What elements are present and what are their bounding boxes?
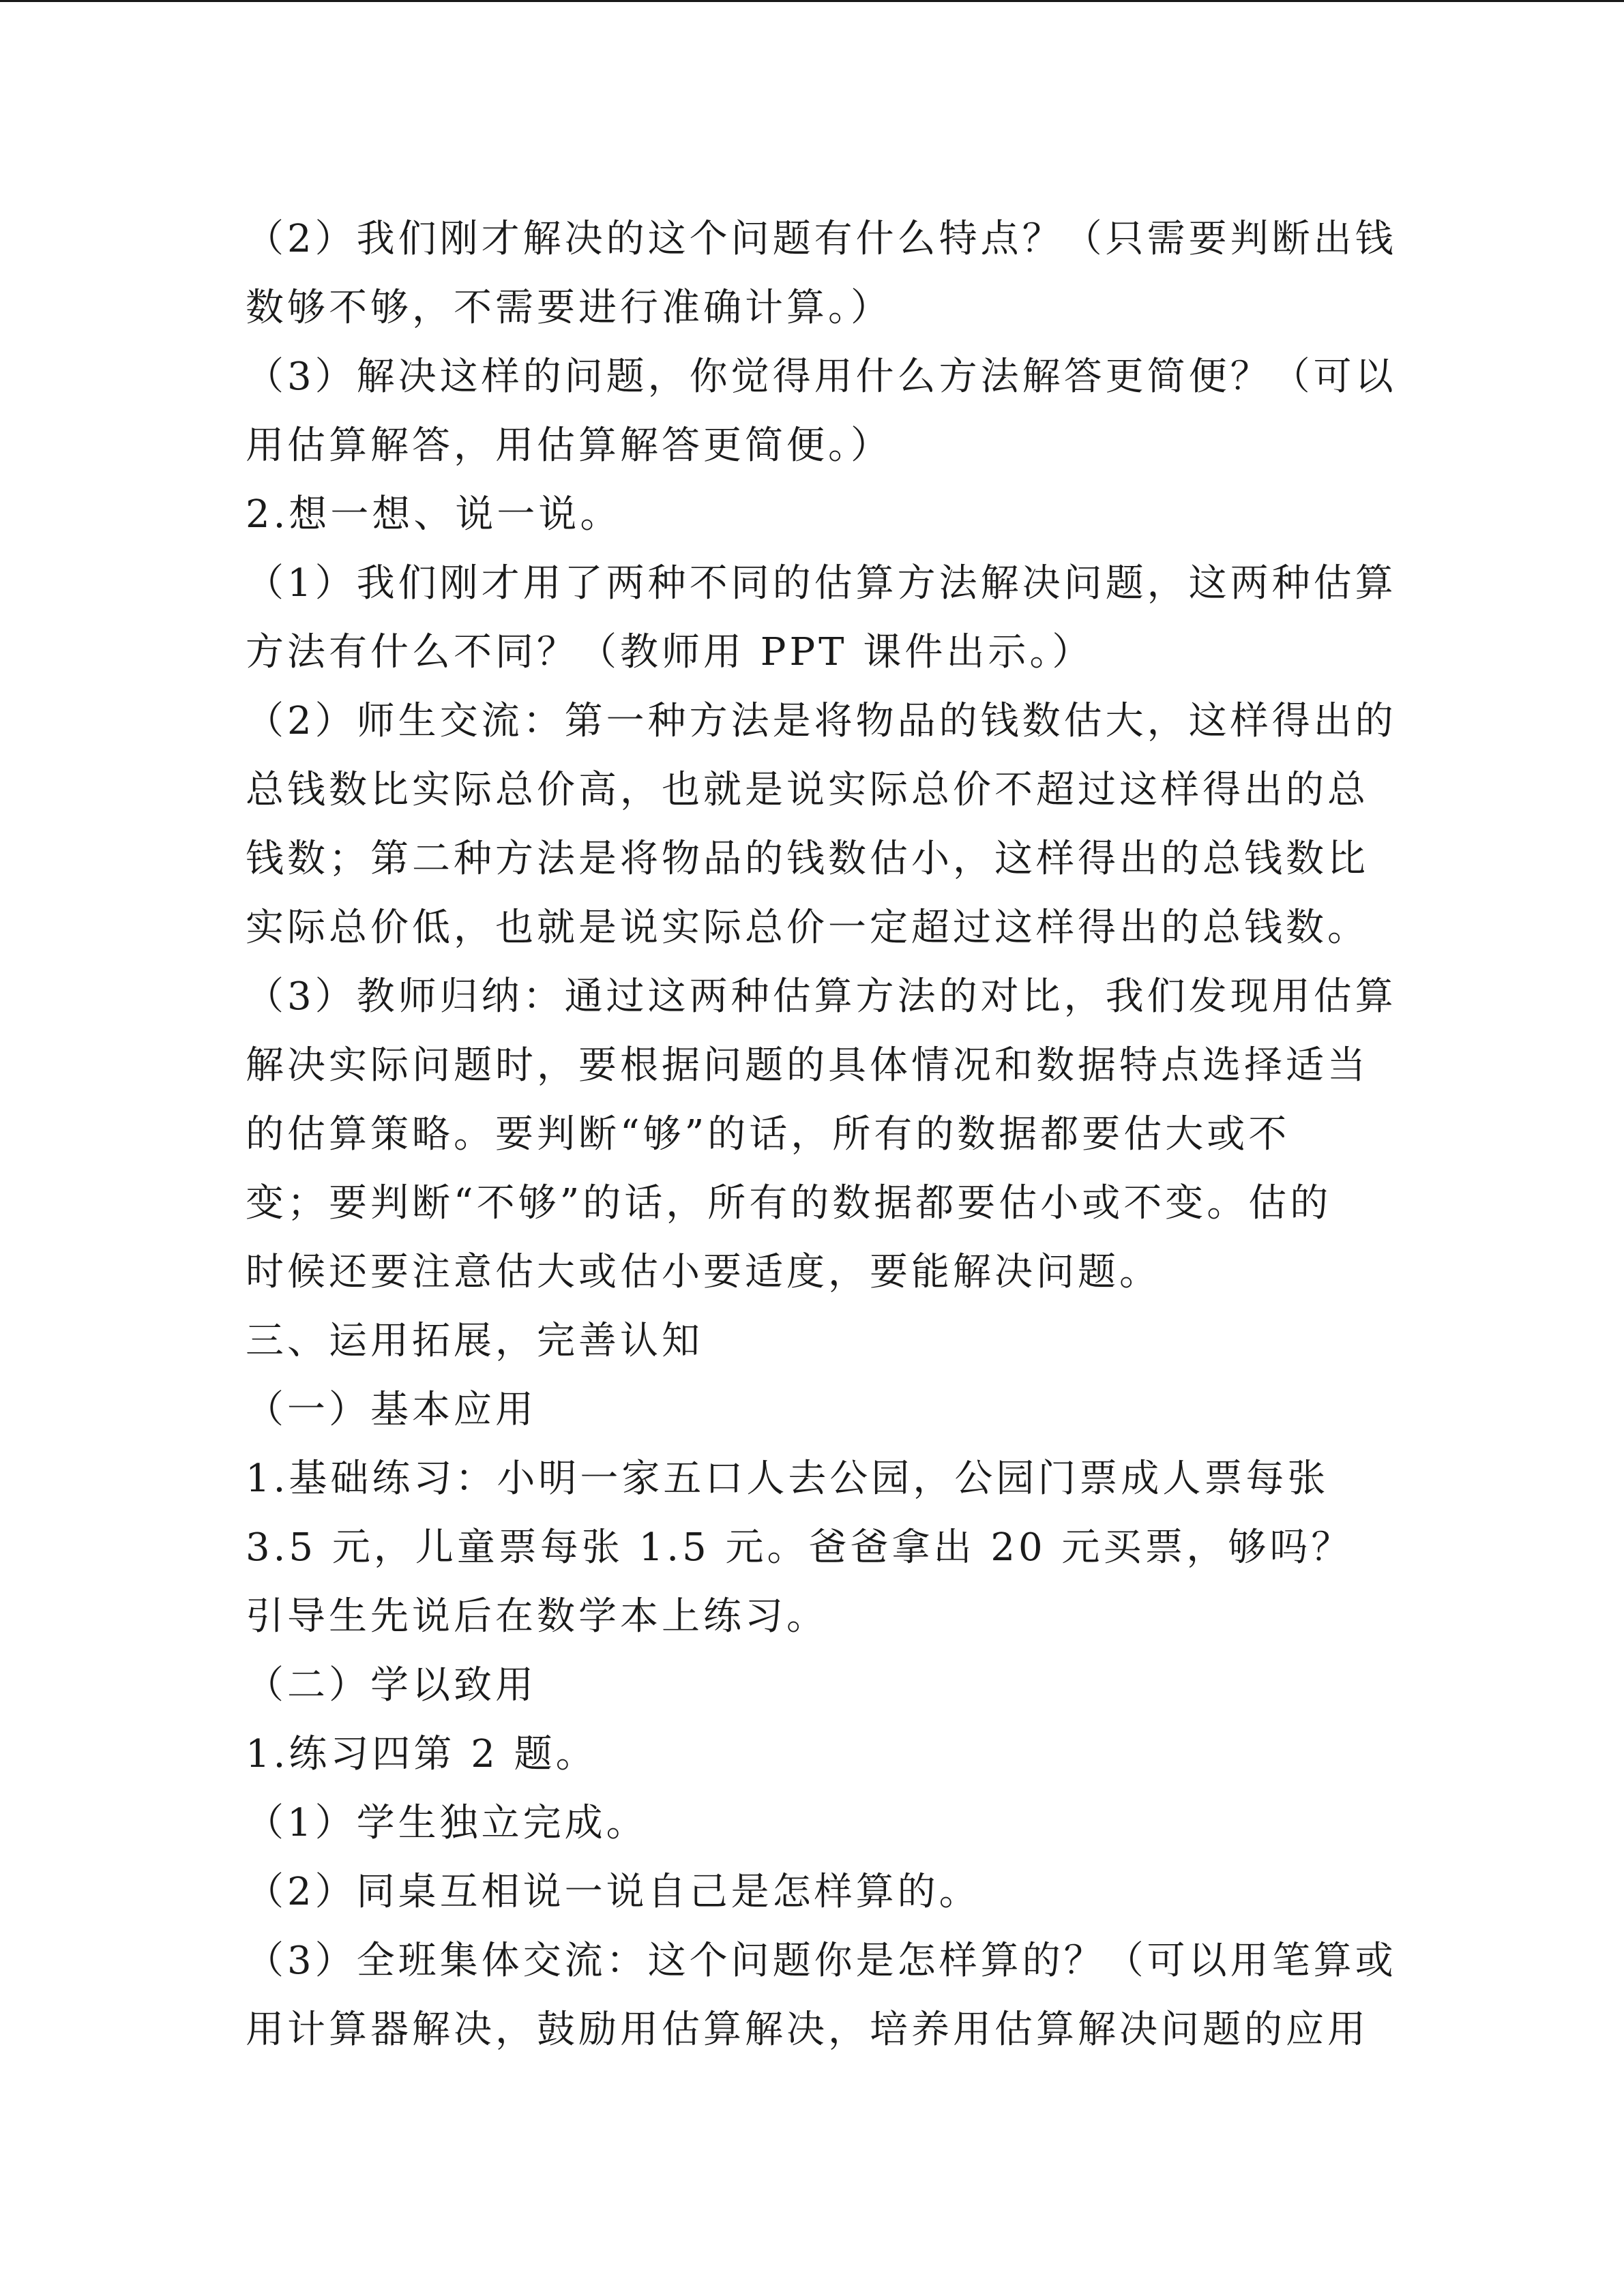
text-line-10: 钱数；第二种方法是将物品的钱数估小，这样得出的总钱数比 <box>246 837 1369 881</box>
section-heading-3: 三、运用拓展，完善认知 <box>246 1319 703 1363</box>
text-line-7: 方法有什么不同？（教师用 PPT 课件出示。） <box>246 630 1094 674</box>
text-line-13: 解决实际问题时，要根据问题的具体情况和数据特点选择适当 <box>246 1043 1369 1088</box>
text-line-9: 总钱数比实际总价高，也就是说实际总价不超过这样得出的总 <box>246 768 1369 812</box>
text-line-25: （2）同桌互相说一说自己是怎样算的。 <box>246 1870 981 1914</box>
text-line-8: （2）师生交流：第一种方法是将物品的钱数估大，这样得出的 <box>246 699 1397 743</box>
text-line-2: 数够不够，不需要进行准确计算。） <box>246 286 892 330</box>
text-line-26: （3）全班集体交流：这个问题你是怎样算的？（可以用笔算或 <box>246 1939 1397 1983</box>
subsection-heading-1: （一）基本应用 <box>246 1388 537 1432</box>
top-border-line <box>0 0 1624 2</box>
text-line-20: 3.5 元，儿童票每张 1.5 元。爸爸拿出 20 元买票，够吗？ <box>246 1525 1353 1570</box>
document-body <box>246 205 1397 2064</box>
text-line-6: （1）我们刚才用了两种不同的估算方法解决问题，这两种估算 <box>246 561 1397 606</box>
text-line-4: 用估算解答，用估算解答更简便。） <box>246 423 892 468</box>
text-line-27: 用计算器解决，鼓励用估算解决，培养用估算解决问题的应用 <box>246 2008 1369 2052</box>
text-line-24: （1）学生独立完成。 <box>246 1801 648 1845</box>
text-line-12: （3）教师归纳：通过这两种估算方法的对比，我们发现用估算 <box>246 974 1397 1019</box>
text-line-16: 时候还要注意估大或估小要适度，要能解决问题。 <box>246 1250 1161 1294</box>
text-line-1: （2）我们刚才解决的这个问题有什么特点？（只需要判断出钱 <box>246 217 1397 261</box>
text-line-11: 实际总价低，也就是说实际总价一定超过这样得出的总钱数。 <box>246 906 1369 950</box>
text-line-21: 引导生先说后在数学本上练习。 <box>246 1594 828 1639</box>
text-line-3: （3）解决这样的问题，你觉得用什么方法解答更简便？（可以 <box>246 355 1397 399</box>
text-line-23: 1.练习四第 2 题。 <box>246 1732 597 1776</box>
text-line-19: 1.基础练习：小明一家五口人去公园，公园门票成人票每张 <box>246 1457 1329 1501</box>
subsection-heading-2: （二）学以致用 <box>246 1663 537 1708</box>
text-line-15: 变；要判断“不够”的话，所有的数据都要估小或不变。估的 <box>246 1181 1332 1225</box>
text-line-14: 的估算策略。要判断“够”的话，所有的数据都要估大或不 <box>246 1112 1290 1157</box>
section-heading-2: 2.想一想、说一说。 <box>246 492 622 537</box>
